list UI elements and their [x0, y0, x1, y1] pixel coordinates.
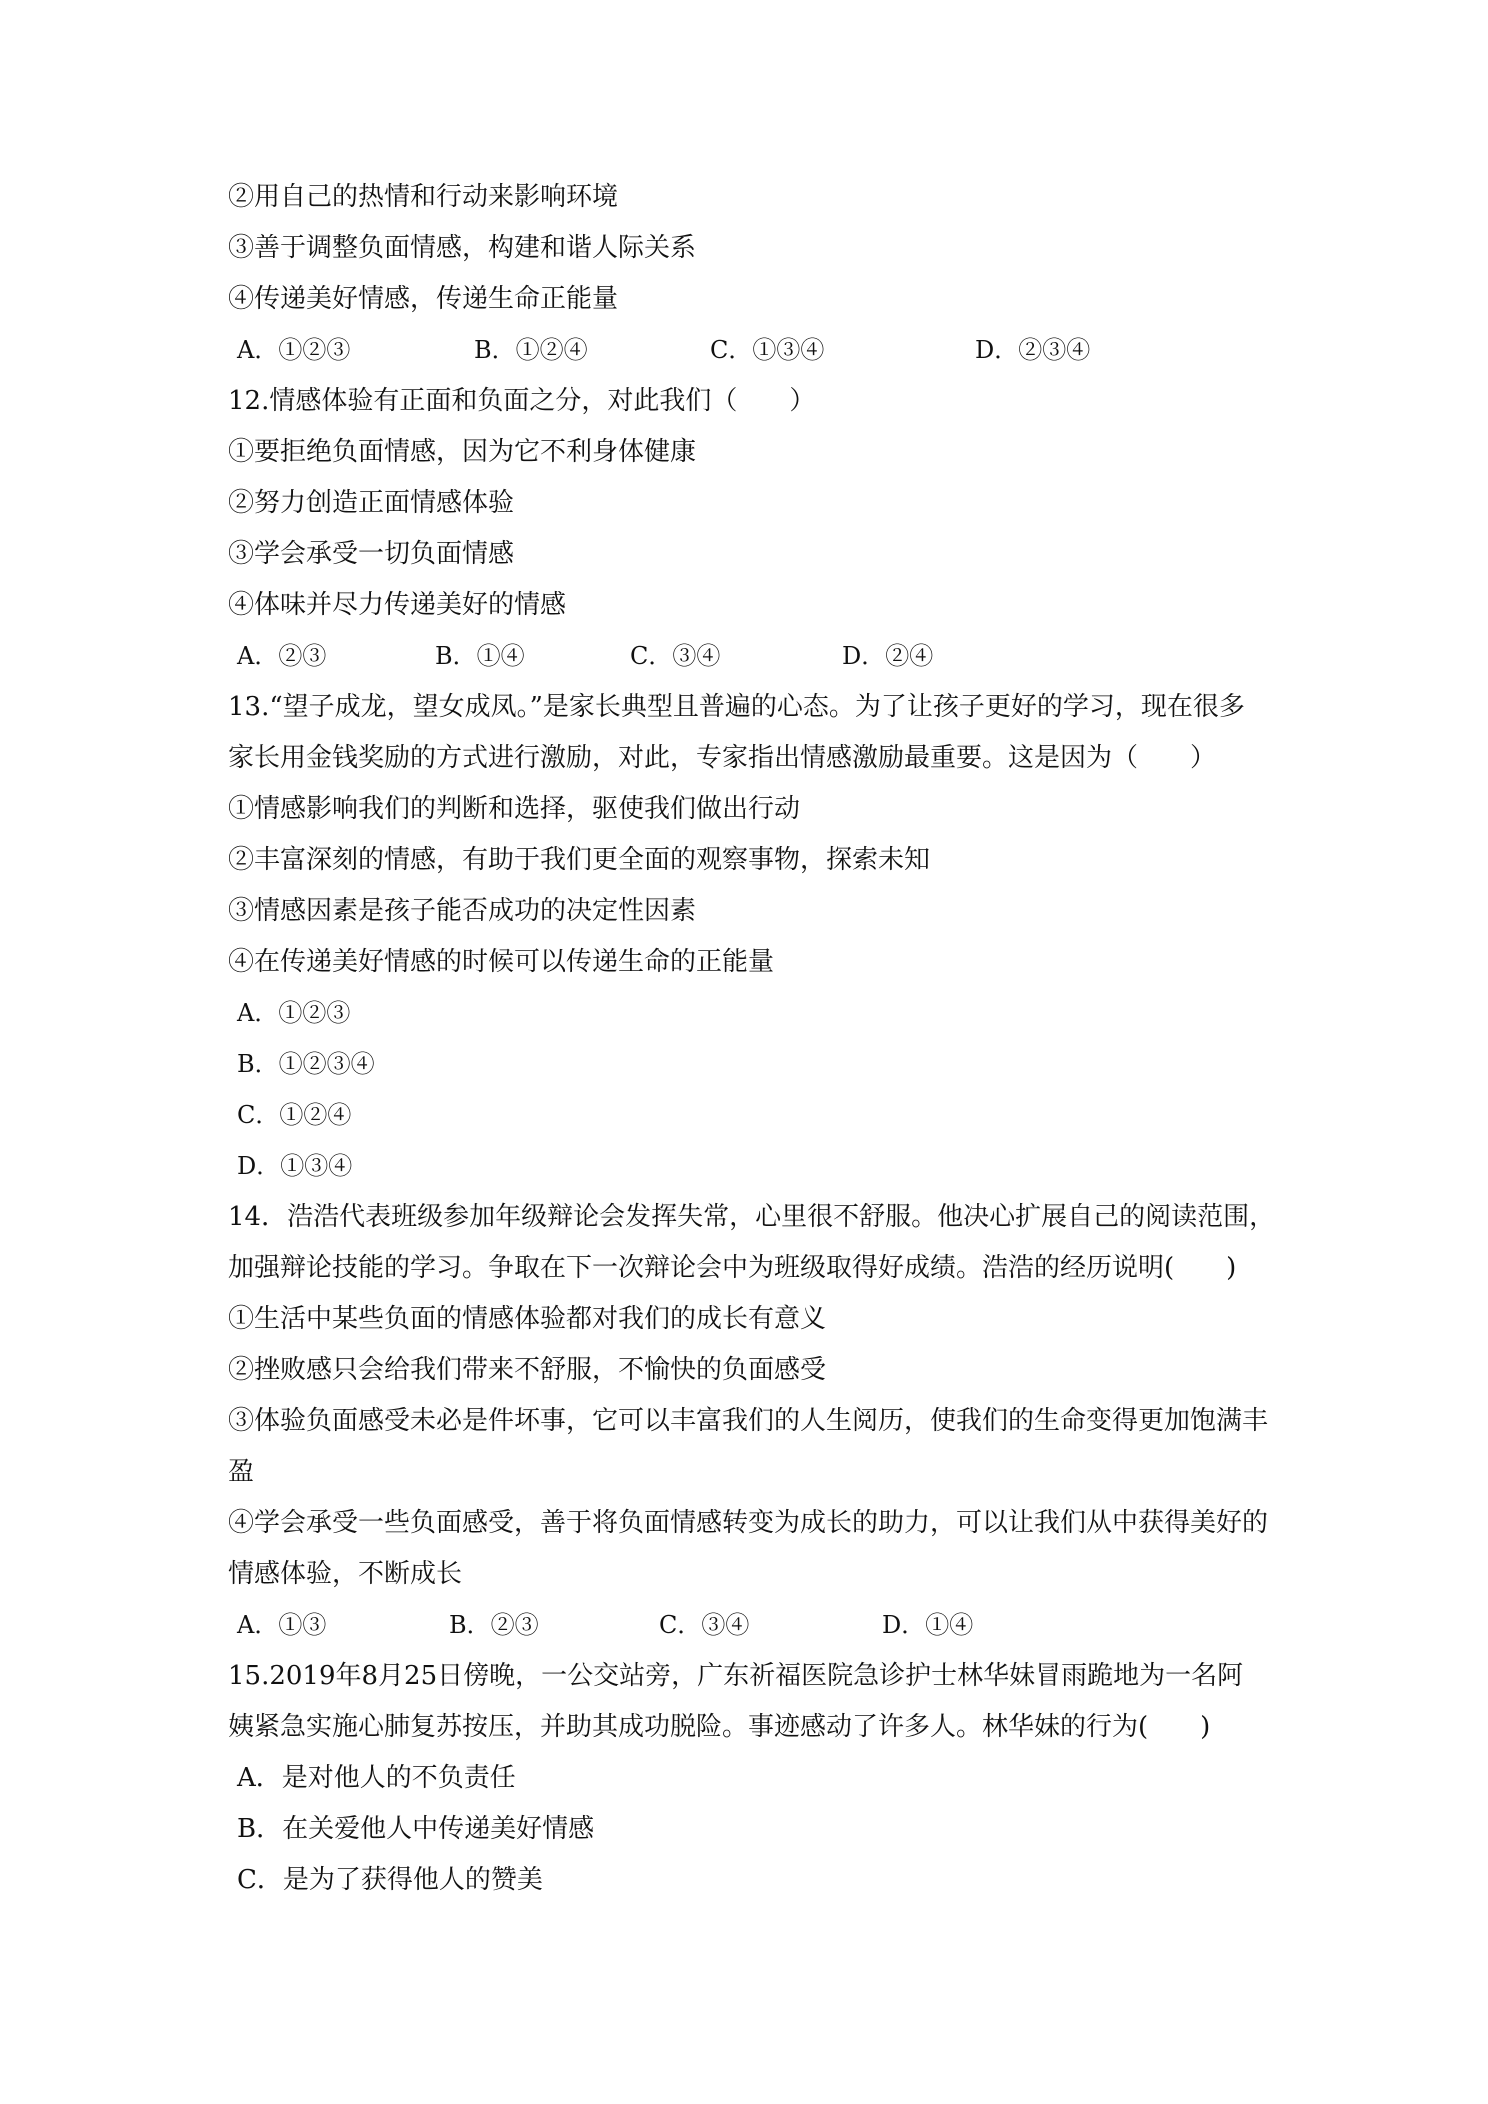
- q14-item: 盈: [228, 1457, 255, 1487]
- q11-item: ④传递美好情感，传递生命正能量: [228, 284, 619, 314]
- q15-stem-line: 15.2019年8月25日傍晚，一公交站旁，广东祈福医院急诊护士林华妹冒雨跪地为一名阿: [228, 1661, 1244, 1691]
- q14-item: ③体验负面感受未必是件坏事，它可以丰富我们的人生阅历，使我们的生命变得更加饱满丰: [228, 1406, 1269, 1436]
- q12-option-d[interactable]: D．②④: [842, 642, 934, 670]
- q13-option-b[interactable]: B．①②③④: [237, 1050, 375, 1078]
- q15-option-a[interactable]: A．是对他人的不负责任: [237, 1763, 516, 1793]
- q14-item: 情感体验，不断成长: [228, 1559, 463, 1589]
- q11-option-c[interactable]: C．①③④: [710, 336, 825, 364]
- q13-item: ①情感影响我们的判断和选择，驱使我们做出行动: [228, 794, 801, 824]
- q12-item: ①要拒绝负面情感，因为它不利身体健康: [228, 437, 697, 467]
- q11-option-b[interactable]: B．①②④: [474, 336, 588, 364]
- q12-option-c[interactable]: C．③④: [630, 642, 721, 670]
- q15-stem-line: 姨紧急实施心肺复苏按压，并助其成功脱险。事迹感动了许多人。林华妹的行为( ): [228, 1712, 1211, 1742]
- q14-option-c[interactable]: C．③④: [659, 1611, 750, 1639]
- q13-option-c[interactable]: C．①②④: [237, 1101, 352, 1129]
- q13-item: ③情感因素是孩子能否成功的决定性因素: [228, 896, 697, 926]
- q14-stem-line: 加强辩论技能的学习。争取在下一次辩论会中为班级取得好成绩。浩浩的经历说明( ): [228, 1253, 1237, 1283]
- q12-item: ③学会承受一切负面情感: [228, 539, 515, 569]
- q12-item: ②努力创造正面情感体验: [228, 488, 515, 518]
- q14-item: ①生活中某些负面的情感体验都对我们的成长有意义: [228, 1304, 827, 1334]
- q12-option-a[interactable]: A．②③: [237, 642, 327, 670]
- q14-option-a[interactable]: A．①③: [237, 1611, 327, 1639]
- q14-stem-line: 14．浩浩代表班级参加年级辩论会发挥失常，心里很不舒服。他决心扩展自己的阅读范围，: [228, 1202, 1276, 1232]
- q11-item: ③善于调整负面情感，构建和谐人际关系: [228, 233, 697, 263]
- q13-item: ④在传递美好情感的时候可以传递生命的正能量: [228, 947, 775, 977]
- q14-item: ②挫败感只会给我们带来不舒服，不愉快的负面感受: [228, 1355, 827, 1385]
- q14-option-d[interactable]: D．①④: [882, 1611, 974, 1639]
- q13-item: ②丰富深刻的情感，有助于我们更全面的观察事物，探索未知: [228, 845, 931, 875]
- q13-option-d[interactable]: D．①③④: [237, 1152, 353, 1180]
- q12-stem: 12.情感体验有正面和负面之分，对此我们（ ）: [228, 386, 816, 416]
- q11-option-a[interactable]: A．①②③: [237, 336, 351, 364]
- q12-option-b[interactable]: B．①④: [435, 642, 525, 670]
- q15-option-b[interactable]: B．在关爱他人中传递美好情感: [237, 1814, 595, 1844]
- q15-option-c[interactable]: C．是为了获得他人的赞美: [237, 1865, 543, 1895]
- q13-stem-line: 家长用金钱奖励的方式进行激励，对此，专家指出情感激励最重要。这是因为（ ）: [228, 743, 1217, 773]
- q12-item: ④体味并尽力传递美好的情感: [228, 590, 567, 620]
- q14-option-b[interactable]: B．②③: [449, 1611, 539, 1639]
- q11-option-d[interactable]: D．②③④: [975, 336, 1091, 364]
- q11-item: ②用自己的热情和行动来影响环境: [228, 182, 619, 212]
- q14-item: ④学会承受一些负面感受，善于将负面情感转变为成长的助力，可以让我们从中获得美好的: [228, 1508, 1269, 1538]
- q13-option-a[interactable]: A．①②③: [237, 999, 351, 1027]
- q13-stem-line: 13.“望子成龙，望女成凤。”是家长典型且普遍的心态。为了让孩子更好的学习，现在很多: [228, 692, 1245, 722]
